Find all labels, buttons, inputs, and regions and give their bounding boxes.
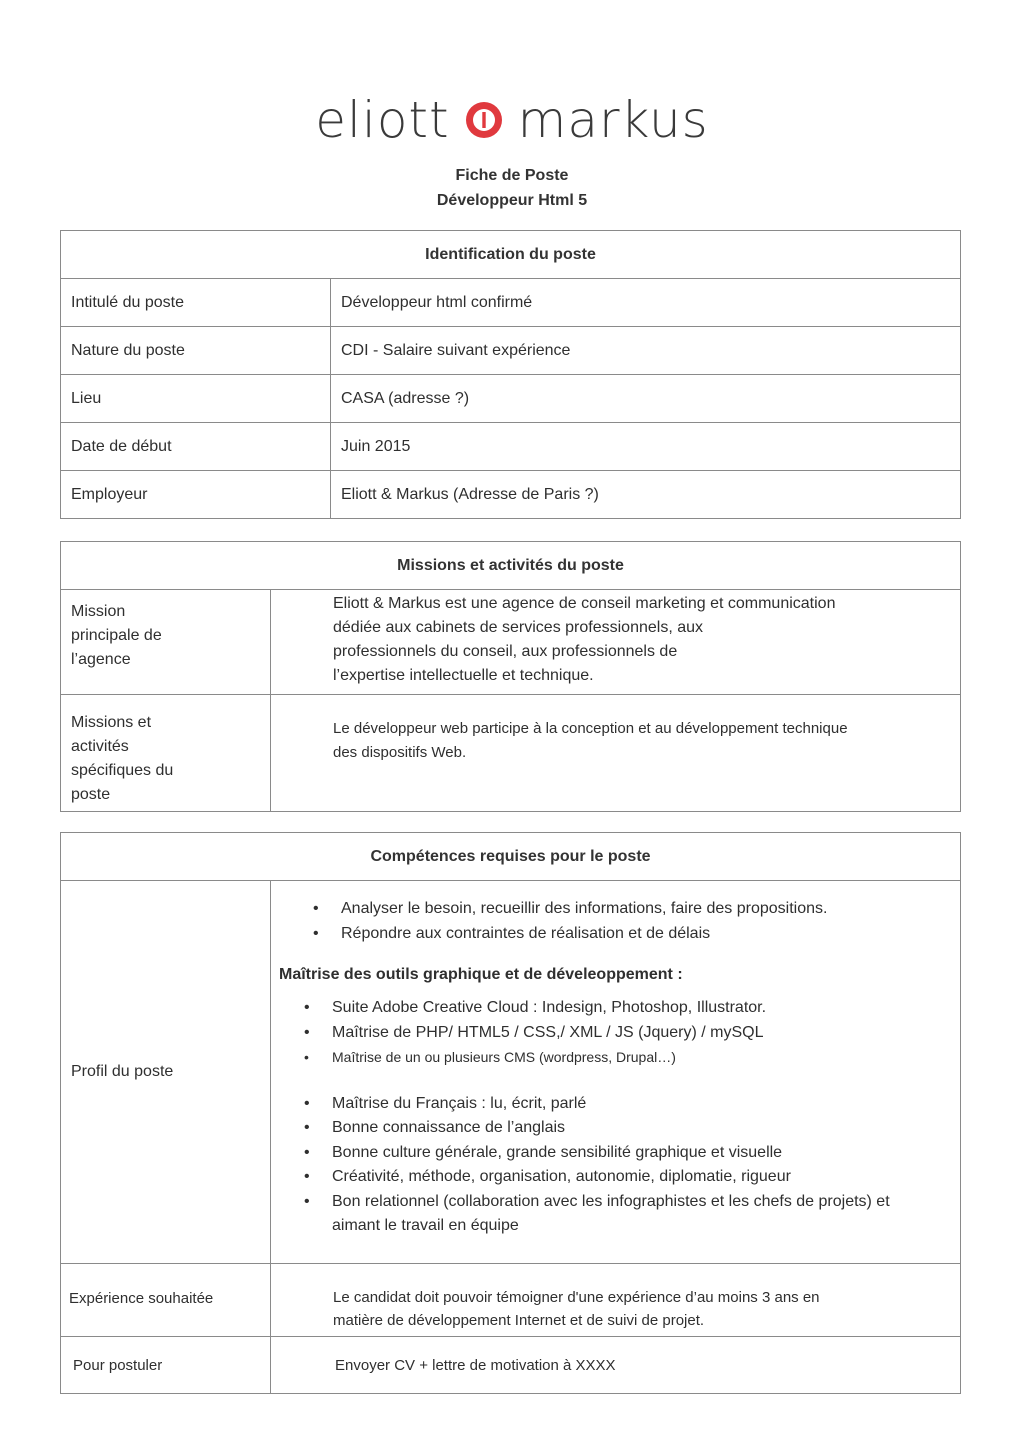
logo-text-right: markus	[517, 91, 709, 149]
table-row	[61, 279, 961, 327]
row-label: Date de début	[61, 423, 331, 471]
table-row	[61, 471, 961, 519]
text-line: Le candidat doit pouvoir témoigner d'une expérience d’au moins 3 ans en	[333, 1289, 820, 1306]
competences-table	[60, 832, 961, 1394]
main-mission-text	[271, 590, 961, 695]
row-value: CASA (adresse ?)	[331, 375, 961, 423]
table-row	[61, 590, 961, 695]
logo-power-icon	[464, 100, 504, 140]
profile-content	[271, 881, 961, 1264]
row-value: Juin 2015	[331, 423, 961, 471]
apply-instructions: Envoyer CV + lettre de motivation à XXXX	[335, 1356, 616, 1374]
row-label: Employeur	[61, 471, 331, 519]
competences-header: Compétences requises pour le poste	[61, 833, 961, 881]
apply-text	[271, 1337, 961, 1394]
missions-header: Missions et activités du poste	[61, 542, 961, 590]
table-row	[61, 1337, 961, 1394]
specific-missions-label	[61, 695, 271, 812]
list-item: • Créativité, méthode, organisation, autonomie, diplomatie, rigueur	[332, 1165, 950, 1190]
row-value: Développeur html confirmé	[331, 279, 961, 327]
row-label: Nature du poste	[61, 327, 331, 375]
text-line: l’expertise intellectuelle et technique.	[333, 667, 594, 684]
identification-table	[60, 230, 961, 519]
identification-header: Identification du poste	[61, 231, 961, 279]
company-logo	[0, 92, 1024, 148]
list-item: • Analyser le besoin, recueillir des informations, faire des propositions.	[341, 897, 950, 922]
label-line: principale de	[71, 627, 162, 644]
table-row	[61, 695, 961, 812]
tools-list	[332, 996, 950, 1070]
skills-list	[341, 897, 950, 946]
list-item: • Bonne culture générale, grande sensibilité graphique et visuelle	[332, 1141, 950, 1166]
tools-heading: Maîtrise des outils graphique et de déveleoppement :	[279, 966, 683, 983]
main-mission-label	[61, 590, 271, 695]
table-row	[61, 881, 961, 1264]
label-line: spécifiques du	[71, 762, 174, 779]
list-item: • Répondre aux contraintes de réalisation et de délais	[341, 922, 950, 947]
text-line: des dispositifs Web.	[333, 744, 467, 761]
table-row	[61, 423, 961, 471]
label-line: Missions et	[71, 714, 152, 731]
logo-text-left: eliott	[315, 91, 450, 149]
document-subtitle: Développeur Html 5	[436, 192, 588, 209]
row-value: CDI - Salaire suivant expérience	[331, 327, 961, 375]
label-line: poste	[71, 786, 111, 803]
text-line: dédiée aux cabinets de services professionnels, aux	[333, 619, 703, 636]
label-line: l’agence	[71, 651, 131, 668]
text-line: matière de développement Internet et de suivi de projet.	[333, 1312, 705, 1329]
row-label: Intitulé du poste	[61, 279, 331, 327]
experience-label: Expérience souhaitée	[61, 1264, 271, 1337]
qualities-list	[332, 1092, 950, 1239]
text-line: professionnels du conseil, aux professionnels de	[333, 643, 678, 660]
table-row	[61, 375, 961, 423]
missions-table	[60, 541, 961, 812]
list-item: • Maîtrise du Français : lu, écrit, parlé	[332, 1092, 950, 1117]
row-value: Eliott & Markus (Adresse de Paris ?)	[331, 471, 961, 519]
text-line: Le développeur web participe à la conception et au développement technique	[333, 720, 848, 737]
table-row	[61, 327, 961, 375]
profile-label: Profil du poste	[61, 881, 271, 1264]
experience-text	[271, 1264, 961, 1337]
specific-missions-text	[271, 695, 961, 812]
apply-label: Pour postuler	[61, 1337, 271, 1394]
list-item: • Maîtrise de un ou plusieurs CMS (wordpress, Drupal…)	[332, 1045, 950, 1070]
row-label: Lieu	[61, 375, 331, 423]
list-item: • Maîtrise de PHP/ HTML5 / CSS,/ XML / JS (Jquery) / mySQL	[332, 1021, 950, 1046]
list-item: • Bon relationnel (collaboration avec les infographistes et les chefs de projets) et aimant le travail en équipe	[332, 1190, 950, 1239]
document-title: Fiche de Poste	[455, 167, 569, 184]
label-line: Mission	[71, 603, 126, 620]
list-item: • Suite Adobe Creative Cloud : Indesign, Photoshop, Illustrator.	[332, 996, 950, 1021]
text-line: Eliott & Markus est une agence de conseil marketing et communication	[333, 595, 836, 612]
table-row	[61, 1264, 961, 1337]
list-item: • Bonne connaissance de l’anglais	[332, 1116, 950, 1141]
label-line: activités	[71, 738, 129, 755]
